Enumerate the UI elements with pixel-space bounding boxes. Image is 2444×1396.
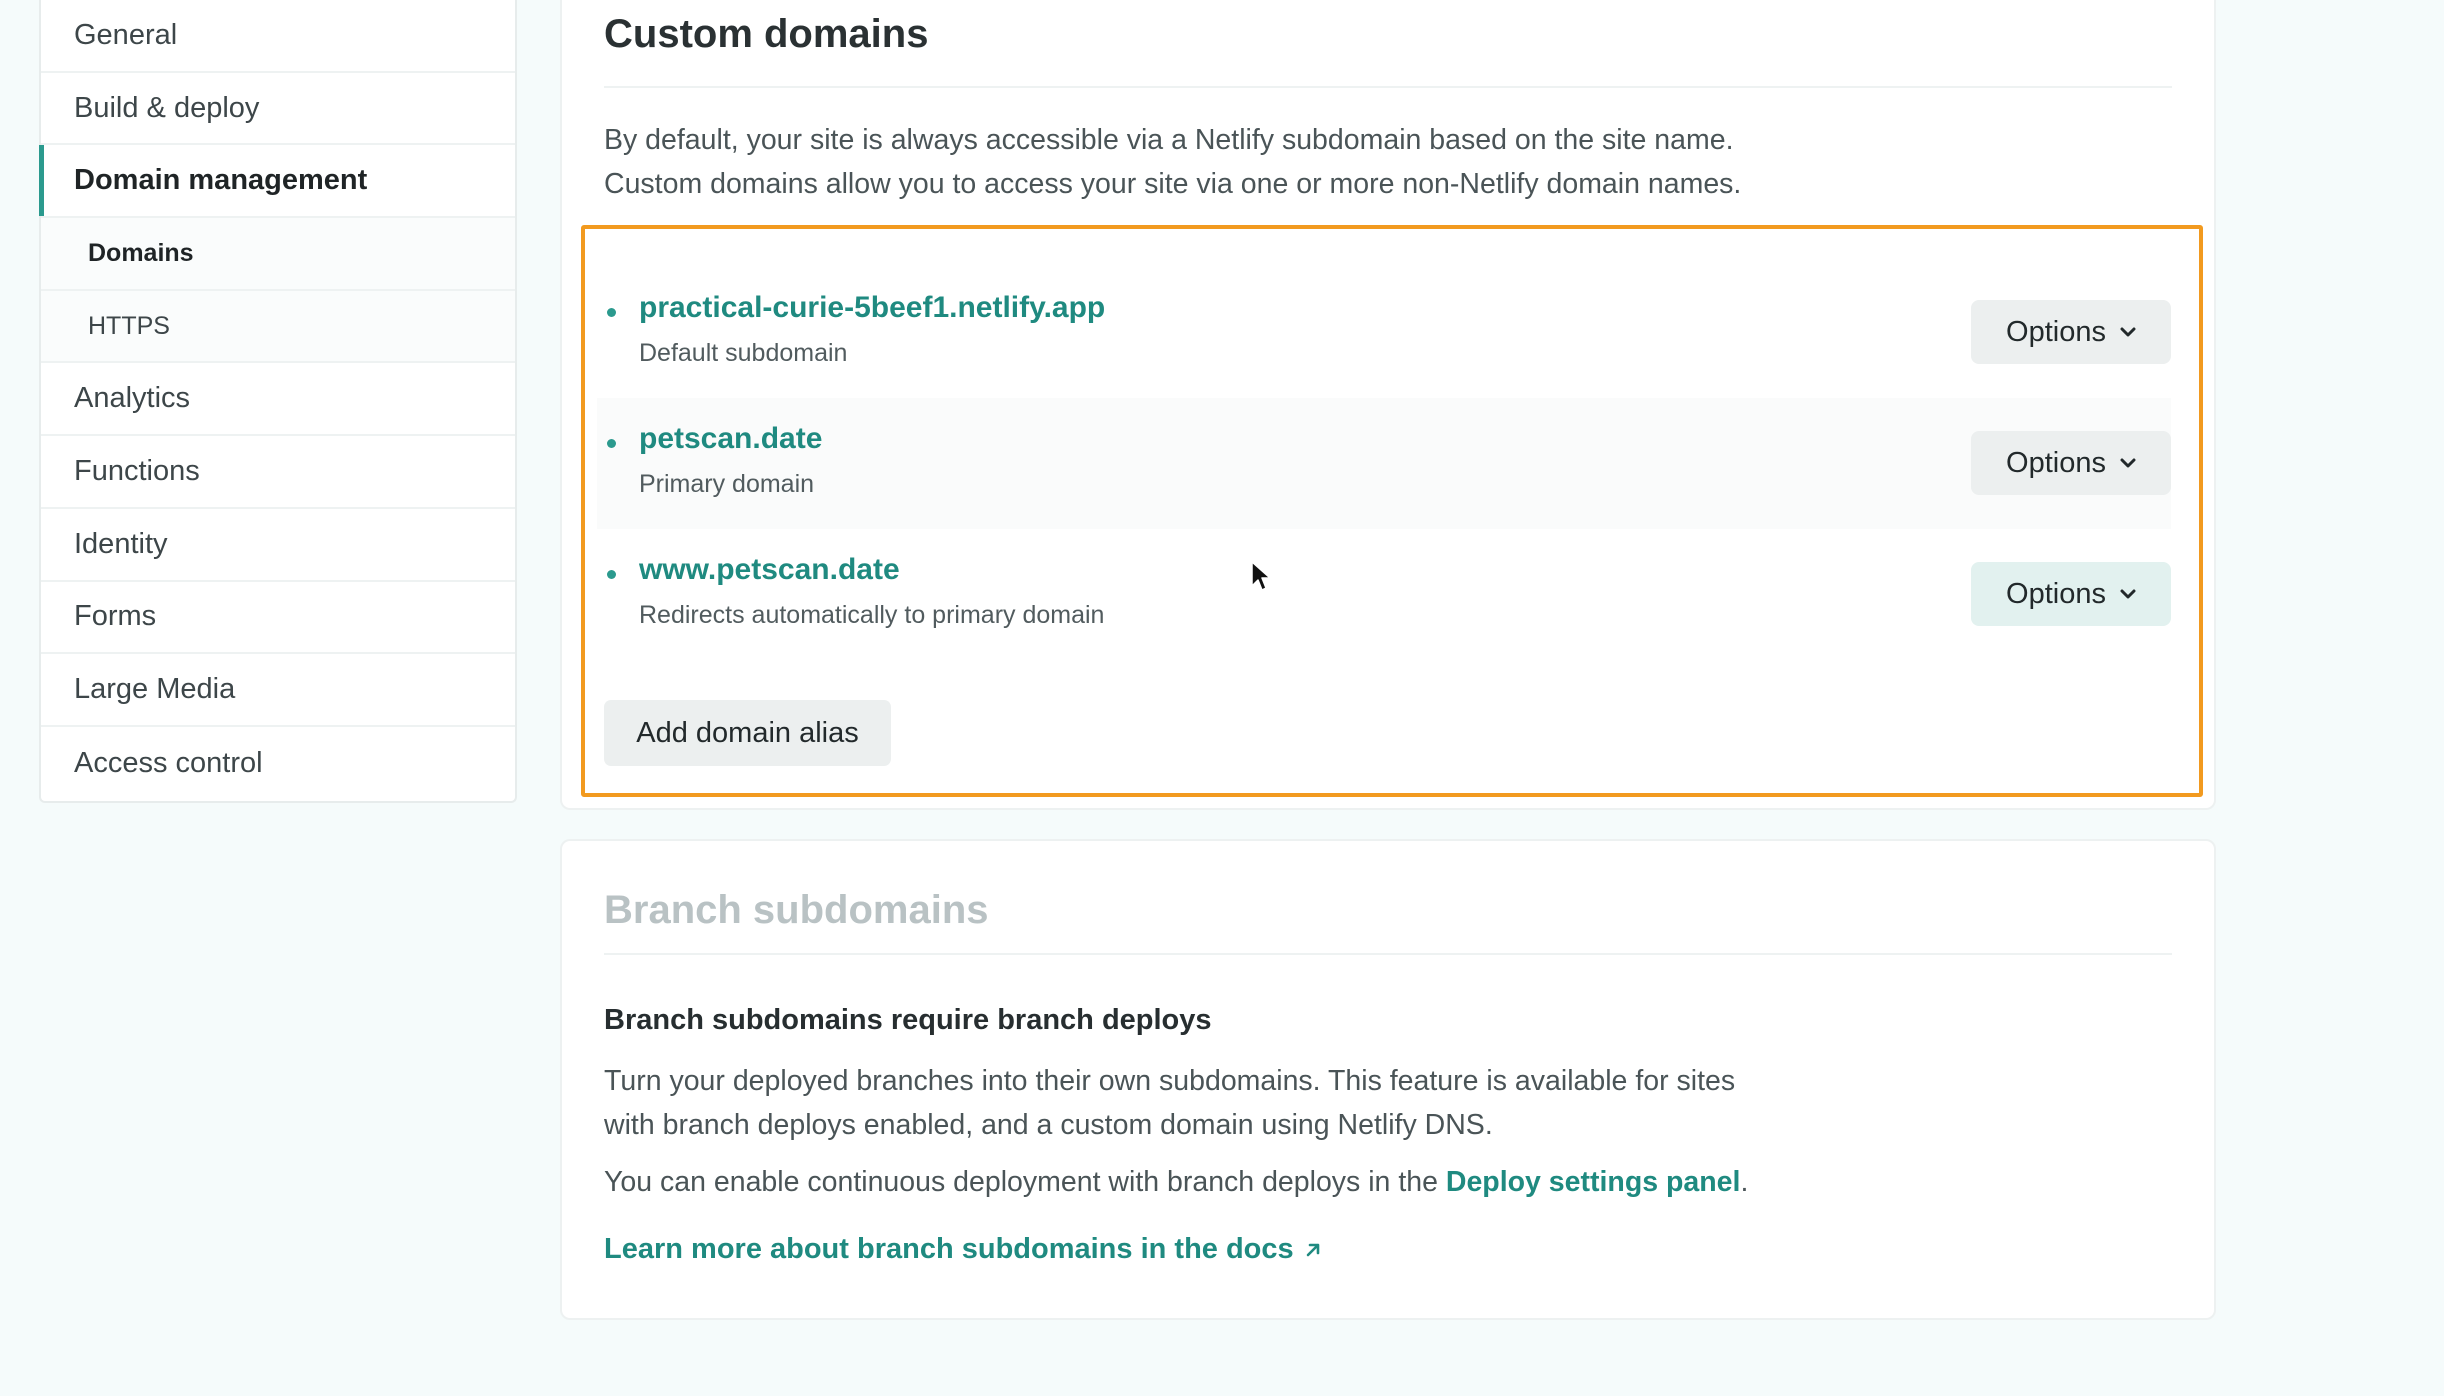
chevron-down-icon [2120, 589, 2136, 600]
chevron-down-icon [2120, 458, 2136, 469]
add-domain-alias-label: Add domain alias [636, 716, 859, 749]
options-label: Options [2006, 446, 2106, 479]
options-button[interactable] [1971, 562, 2171, 626]
sidebar-item-label: Domains [88, 238, 194, 267]
sidebar-item-analytics[interactable] [41, 363, 515, 436]
docs-link-label: Learn more about branch subdomains in the docs [604, 1233, 1294, 1265]
custom-domains-description-line2: Custom domains allow you to access your site via one or more non-Netlify domain names. [604, 168, 1742, 200]
branch-subdomains-text-line2: with branch deploys enabled, and a custom domain using Netlify DNS. [604, 1109, 1493, 1141]
custom-domains-title: Custom domains [604, 12, 929, 56]
sidebar-item-label: Functions [74, 454, 200, 487]
custom-domains-description-line1: By default, your site is always accessible via a Netlify subdomain based on the site name. [604, 124, 1734, 156]
domain-subtitle: Primary domain [639, 470, 815, 498]
domain-name-link[interactable]: practical-curie-5beef1.netlify.app [639, 291, 1106, 324]
sidebar-item-label: Forms [74, 600, 157, 633]
sidebar-subitem-https[interactable] [41, 291, 515, 364]
sidebar-item-functions[interactable] [41, 436, 515, 509]
domain-row-default-subdomain [597, 267, 2171, 398]
domain-row-primary [597, 398, 2171, 529]
options-button[interactable] [1971, 431, 2171, 495]
add-domain-alias-button[interactable] [604, 700, 891, 766]
sidebar-item-label: Access control [74, 746, 263, 779]
sidebar-item-forms[interactable] [41, 582, 515, 655]
branch-subdomains-heading: Branch subdomains require branch deploys [604, 1004, 1212, 1036]
sidebar-item-general[interactable] [41, 0, 515, 73]
options-label: Options [2006, 315, 2106, 348]
sidebar-item-label: HTTPS [88, 311, 170, 340]
settings-sidebar [39, 0, 517, 803]
branch-subdomains-text-line3 [604, 1160, 1748, 1204]
bullet-icon [607, 308, 616, 317]
divider [604, 86, 2172, 88]
sidebar-subitem-domains[interactable] [41, 218, 515, 291]
sidebar-item-label: Analytics [74, 382, 191, 415]
branch-subdomains-text-line1: Turn your deployed branches into their own subdomains. This feature is available for sites [604, 1065, 1736, 1097]
domain-name-link[interactable]: petscan.date [639, 422, 823, 455]
divider [604, 953, 2172, 955]
sidebar-item-label: Domain management [74, 164, 368, 197]
sidebar-item-label: General [74, 18, 178, 51]
external-link-arrow-icon [1304, 1241, 1322, 1259]
branch-subdomains-docs-link[interactable] [604, 1233, 1322, 1266]
sidebar-item-build-deploy[interactable] [41, 73, 515, 146]
bullet-icon [607, 570, 616, 579]
text-suffix: . [1740, 1166, 1749, 1198]
text-prefix: You can enable continuous deployment with branch deploys in the [604, 1166, 1446, 1198]
options-button[interactable] [1971, 300, 2171, 364]
sidebar-item-label: Build & deploy [74, 91, 260, 124]
sidebar-item-domain-management[interactable] [41, 145, 515, 218]
options-label: Options [2006, 577, 2106, 610]
deploy-settings-panel-link[interactable]: Deploy settings panel [1445, 1166, 1741, 1198]
sidebar-item-label: Large Media [74, 673, 236, 706]
domain-subtitle: Redirects automatically to primary domain [639, 601, 1105, 629]
branch-subdomains-title: Branch subdomains [604, 888, 989, 932]
sidebar-item-identity[interactable] [41, 509, 515, 582]
domain-subtitle: Default subdomain [639, 339, 848, 367]
domain-name-link[interactable]: www.petscan.date [639, 553, 900, 586]
sidebar-item-access-control[interactable] [41, 727, 515, 800]
bullet-icon [607, 439, 616, 448]
chevron-down-icon [2120, 327, 2136, 338]
domain-row-www-redirect [597, 529, 2171, 660]
sidebar-item-label: Identity [74, 527, 168, 560]
mouse-pointer-icon [1250, 560, 1272, 592]
branch-subdomains-card [560, 839, 2216, 1320]
sidebar-item-large-media[interactable] [41, 654, 515, 727]
